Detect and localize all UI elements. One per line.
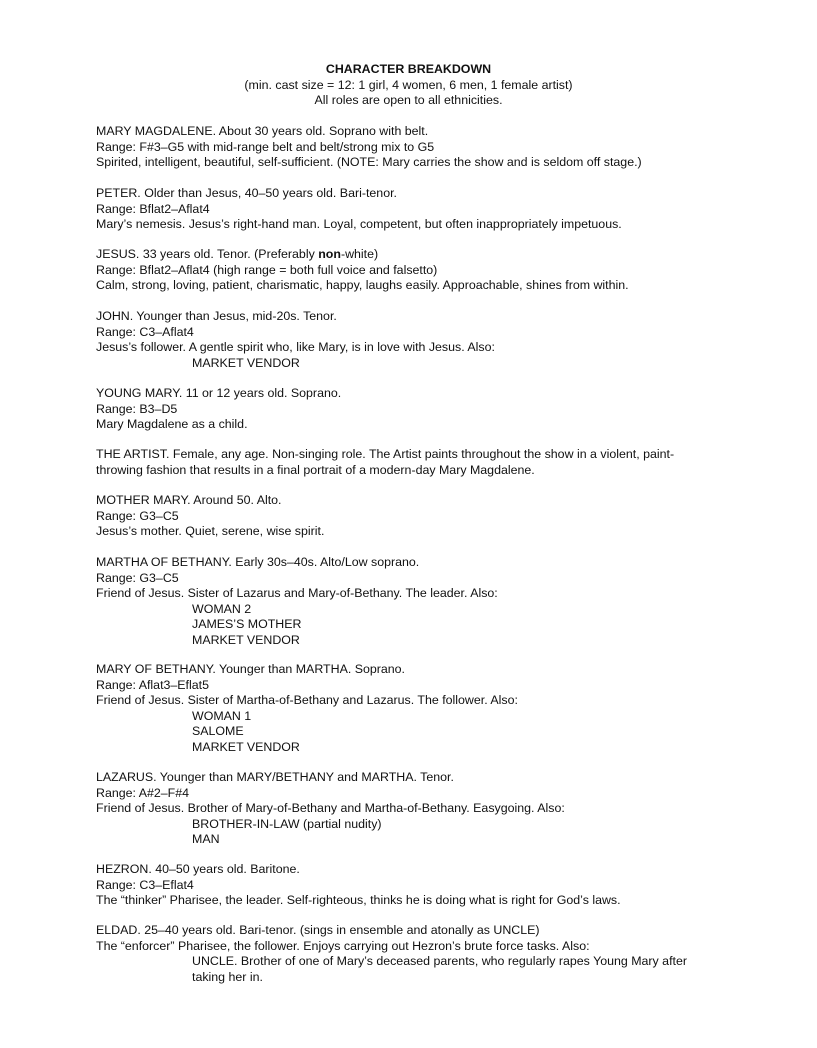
role-heading: MARY OF BETHANY. Younger than MARTHA. Soprano. <box>96 662 406 676</box>
role-the-artist <box>96 447 746 478</box>
role-range: Range: Aflat3–Eflat5 <box>96 677 209 692</box>
role-heading: YOUNG MARY. 11 or 12 years old. Soprano. <box>96 386 342 400</box>
role-range: Range: G3–C5 <box>96 508 179 523</box>
role-eldad <box>96 923 746 985</box>
role-jesus <box>96 247 746 294</box>
role-range: Range: Bflat2–Aflat4 (high range = both full voice and falsetto) <box>96 262 438 277</box>
role-john <box>96 309 746 371</box>
role-heading: MARY MAGDALENE. About 30 years old. Soprano with belt. <box>96 124 429 138</box>
role-lazarus <box>96 770 746 848</box>
role-range: Range: B3–D5 <box>96 401 178 416</box>
page-title: CHARACTER BREAKDOWN <box>325 62 492 76</box>
also-role-uncle-cont: taking her in. <box>192 969 263 984</box>
also-role: MAN <box>192 832 220 846</box>
also-role: SALOME <box>192 724 244 738</box>
role-range: Range: C3–Eflat4 <box>96 877 194 892</box>
role-description: Mary Magdalene as a child. <box>96 417 248 431</box>
role-description: Jesus’s follower. A gentle spirit who, like Mary, is in love with Jesus. Also: <box>96 340 495 354</box>
document-header <box>0 62 817 109</box>
role-range: Range: Bflat2–Aflat4 <box>96 201 210 216</box>
role-description: Mary’s nemesis. Jesus’s right-hand man. Loyal, competent, but often inappropriately impetuous. <box>96 217 622 231</box>
role-mary-magdalene <box>96 124 746 171</box>
cast-size-note: (min. cast size = 12: 1 girl, 4 women, 6 men, 1 female artist) <box>244 77 573 92</box>
role-range: Range: C3–Aflat4 <box>96 324 194 339</box>
also-role: MARKET VENDOR <box>192 632 300 647</box>
role-description: Calm, strong, loving, patient, charismatic, happy, laughs easily. Approachable, shines from within. <box>96 278 629 292</box>
role-description: Friend of Jesus. Brother of Mary-of-Bethany and Martha-of-Bethany. Easygoing. Also: <box>96 801 565 815</box>
role-range: Range: A#2–F#4 <box>96 785 190 800</box>
role-heading: MARTHA OF BETHANY. Early 30s–40s. Alto/Low soprano. <box>96 555 420 569</box>
role-heading: HEZRON. 40–50 years old. Baritone. <box>96 862 300 876</box>
role-heading: JOHN. Younger than Jesus, mid-20s. Tenor. <box>96 309 337 323</box>
role-young-mary <box>96 386 746 433</box>
role-heading-emphasis: non <box>318 247 341 261</box>
also-role: MARKET VENDOR <box>192 355 300 370</box>
role-martha-of-bethany <box>96 555 746 648</box>
role-hezron <box>96 862 746 909</box>
role-range: Range: F#3–G5 with mid-range belt and belt/strong mix to G5 <box>96 139 435 154</box>
role-heading: THE ARTIST. Female, any age. Non-singing role. The Artist paints throughout the show in a violent, paint- <box>96 447 675 461</box>
role-description: Friend of Jesus. Sister of Lazarus and Mary-of-Bethany. The leader. Also: <box>96 586 498 600</box>
role-description: Friend of Jesus. Sister of Martha-of-Bethany and Lazarus. The follower. Also: <box>96 693 518 707</box>
role-heading: MOTHER MARY. Around 50. Alto. <box>96 493 282 507</box>
role-mother-mary <box>96 493 746 540</box>
also-role: JAMES’S MOTHER <box>192 617 302 631</box>
role-heading: LAZARUS. Younger than MARY/BETHANY and MARTHA. Tenor. <box>96 770 454 784</box>
also-role-uncle: UNCLE. Brother of one of Mary’s deceased parents, who regularly rapes Young Mary after <box>192 954 687 968</box>
ethnicity-note: All roles are open to all ethnicities. <box>314 93 503 107</box>
also-role: MARKET VENDOR <box>192 739 300 754</box>
role-heading-text-end: -white) <box>340 247 379 261</box>
role-description: throwing fashion that results in a final portrait of a modern-day Mary Magdalene. <box>96 462 535 477</box>
also-role: WOMAN 2 <box>192 601 252 616</box>
role-peter <box>96 186 746 233</box>
role-heading <box>96 247 746 263</box>
role-heading-text: JESUS. 33 years old. Tenor. (Preferably <box>96 247 319 261</box>
role-description: Spirited, intelligent, beautiful, self-sufficient. (NOTE: Mary carries the show and is seldom off stage.) <box>96 155 642 169</box>
role-description: The “enforcer” Pharisee, the follower. Enjoys carrying out Hezron’s brute force tasks. Also: <box>96 938 590 953</box>
role-mary-of-bethany <box>96 662 746 755</box>
also-role: WOMAN 1 <box>192 708 252 723</box>
also-role: BROTHER-IN-LAW (partial nudity) <box>192 816 382 831</box>
role-description: Jesus’s mother. Quiet, serene, wise spirit. <box>96 524 325 538</box>
role-heading: PETER. Older than Jesus, 40–50 years old. Bari-tenor. <box>96 186 397 200</box>
role-description: The “thinker” Pharisee, the leader. Self-righteous, thinks he is doing what is right for God’s laws. <box>96 893 621 907</box>
role-heading: ELDAD. 25–40 years old. Bari-tenor. (sings in ensemble and atonally as UNCLE) <box>96 923 540 937</box>
role-range: Range: G3–C5 <box>96 570 179 585</box>
